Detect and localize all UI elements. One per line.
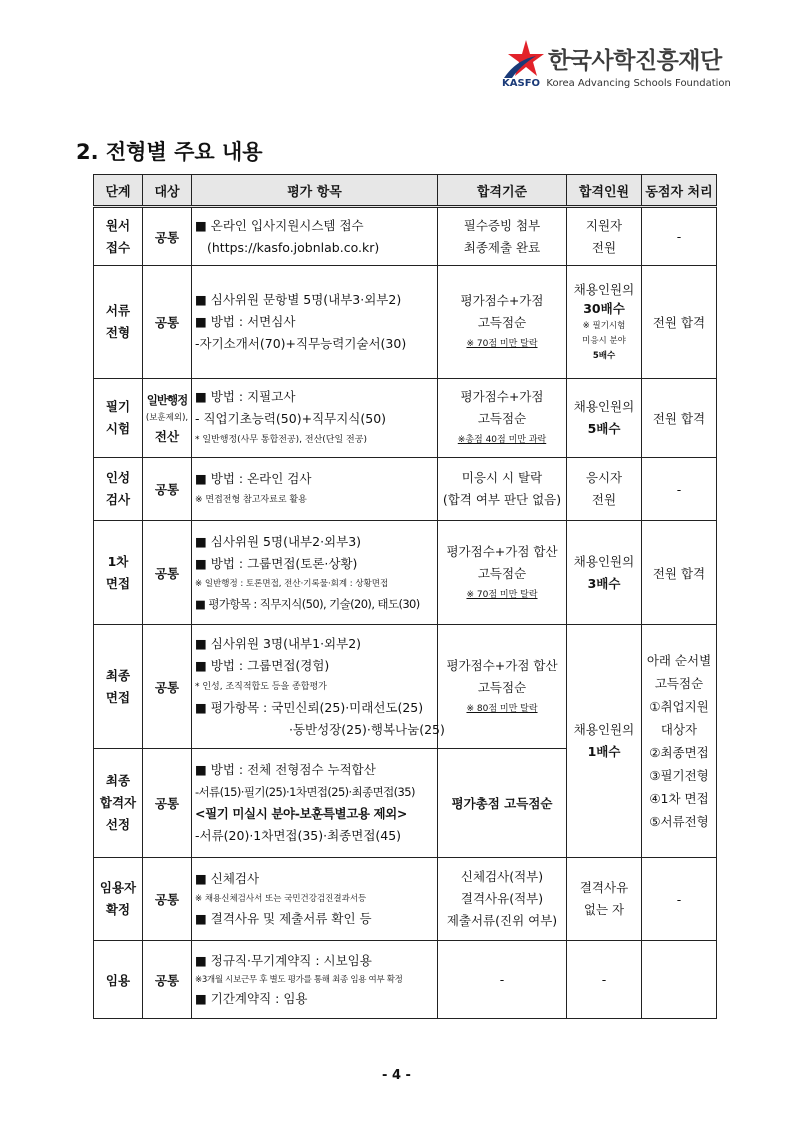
target-line: 전산: [154, 428, 180, 444]
items-cell: [192, 266, 438, 379]
stage-text: 1차: [107, 553, 129, 569]
item-line: ■ 심사위원 문항별 5명(내부3·외부2): [195, 292, 402, 307]
table-row: [94, 521, 717, 625]
item-line: ■ 평가항목 : 국민신뢰(25)·미래선도(25): [195, 699, 424, 715]
tie-line: 아래 순서별: [646, 653, 712, 668]
org-name-en-line: [502, 78, 731, 89]
page-number: - 4 -: [382, 1068, 411, 1083]
criteria-note: ※ 70점 미만 탈락: [466, 339, 538, 349]
tie-cell: 전원 합격: [642, 379, 717, 458]
header-stage: 단계: [94, 175, 143, 207]
stage-cell: [94, 521, 143, 625]
item-line: ■ 방법 : 전체 전형점수 누적합산: [195, 762, 376, 777]
item-note: * 인성, 조직적합도 등을 종합평가: [195, 681, 327, 692]
item-line: - 직업기초능력(50)+직무지식(50): [195, 411, 387, 426]
stage-text: 전형: [105, 325, 131, 340]
criteria-line: 결격사유(적부): [460, 891, 544, 906]
target-cell: 공통: [143, 941, 192, 1019]
tie-cell: -: [642, 207, 717, 266]
criteria-cell: [438, 379, 567, 458]
count-cell: [567, 521, 642, 625]
criteria-line: 고득점순: [477, 679, 527, 695]
item-line: <필기 미실시 분야-보훈특별고용 제외>: [195, 806, 407, 821]
stage-text: 최종: [105, 773, 131, 788]
count-cell: [567, 266, 642, 379]
criteria-line: 평가점수+가점: [460, 389, 544, 404]
item-note: ※ 채용신체검사서 또는 국민건강검진결과서등: [195, 894, 367, 904]
item-line: ■ 방법 : 온라인 검사: [195, 471, 312, 486]
criteria-line: (합격 여부 판단 없음): [442, 492, 562, 507]
item-line: ■ 방법 : 지필고사: [195, 389, 296, 404]
criteria-note: ※총점 40점 미만 과락: [457, 435, 547, 445]
criteria-line: 신체검사(적부): [460, 869, 544, 884]
tie-line: 고득점순: [654, 676, 704, 691]
item-note: ※3개월 시보근무 후 별도 평가를 통해 최종 임용 여부 확정: [195, 974, 403, 985]
criteria-cell: 평가총점 고득점순: [438, 749, 567, 858]
stage-cell: 임용: [94, 941, 143, 1019]
org-abbr: KASFO: [502, 78, 541, 89]
stage-cell: [94, 458, 143, 521]
header-count: 합격인원: [567, 175, 642, 207]
target-cell: 공통: [143, 625, 192, 749]
table-header-row: [94, 175, 717, 207]
stage-text: 접수: [105, 239, 131, 255]
item-line: ■ 심사위원 3명(내부1·외부2): [195, 635, 362, 651]
count-line: 응시자: [585, 470, 623, 485]
target-cell: 공통: [143, 858, 192, 941]
section-title: 2. 전형별 주요 내용: [76, 140, 263, 164]
count-note: 5배수: [592, 350, 616, 361]
tie-line: 대상자: [660, 722, 698, 737]
count-line: 1배수: [587, 744, 621, 759]
count-line: 채용인원의: [573, 553, 635, 569]
count-line: 채용인원의: [573, 281, 635, 297]
target-line: (보훈제외),: [145, 412, 189, 423]
item-note: ※ 일반행정 : 토론면접, 전산·기록물·회계 : 상황면접: [195, 578, 389, 589]
item-line: ■ 신체검사: [195, 871, 260, 886]
tie-line: ①취업지원: [649, 699, 709, 714]
target-cell: 공통: [143, 458, 192, 521]
tie-line: ⑤서류전형: [649, 814, 709, 829]
stage-text: 필기: [105, 399, 131, 414]
item-line: -서류(20)·1차면접(35)·최종면접(45): [195, 828, 402, 843]
count-cell: [567, 458, 642, 521]
count-cell: [567, 858, 642, 941]
org-name-en: Korea Advancing Schools Foundation: [546, 78, 731, 89]
items-cell: [192, 749, 438, 858]
stage-text: 합격자: [99, 795, 137, 810]
target-cell: 공통: [143, 266, 192, 379]
header-items: 평가 항목: [192, 175, 438, 207]
tie-cell: [642, 941, 717, 1019]
org-logo: [502, 38, 742, 94]
count-cell: -: [567, 941, 642, 1019]
criteria-cell: [438, 207, 567, 266]
criteria-line: 고득점순: [477, 411, 527, 426]
count-line: 결격사유: [579, 880, 629, 895]
criteria-note: ※ 80점 미만 탈락: [466, 703, 538, 714]
count-cell: [567, 207, 642, 266]
stage-cell: [94, 266, 143, 379]
criteria-line: 고득점순: [477, 315, 527, 330]
criteria-note: ※ 70점 미만 탈락: [466, 589, 538, 600]
count-cell: [567, 379, 642, 458]
item-line: ■ 방법 : 그룹면접(토론·상황): [195, 555, 358, 571]
stage-text: 임용자: [99, 880, 137, 895]
tie-cell: [642, 625, 717, 858]
stage-cell: [94, 749, 143, 858]
target-line: 일반행정: [146, 392, 188, 407]
tie-cell: 전원 합격: [642, 521, 717, 625]
items-cell: [192, 858, 438, 941]
table-row: [94, 266, 717, 379]
item-note: * 일반행정(사무 통합전공), 전산(단일 전공): [195, 435, 367, 445]
count-line: 지원자: [585, 217, 623, 233]
count-line: 없는 자: [583, 902, 625, 917]
stage-text: 선정: [105, 817, 131, 832]
count-cell: [567, 625, 642, 858]
table-row: [94, 458, 717, 521]
item-line: ■ 온라인 입사지원시스템 접수: [195, 217, 364, 233]
tie-cell: -: [642, 458, 717, 521]
item-line: ■ 정규직·무기계약직 : 시보임용: [195, 952, 372, 968]
item-line: -서류(15)·필기(25)·1차면접(25)·최종면접(35): [195, 785, 415, 799]
items-cell: [192, 458, 438, 521]
criteria-cell: [438, 858, 567, 941]
criteria-cell: [438, 521, 567, 625]
item-line: ■ 방법 : 그룹면접(경험): [195, 657, 330, 673]
table-row: [94, 625, 717, 749]
tie-line: ④1차 면접: [649, 791, 709, 806]
header-criteria: 합격기준: [438, 175, 567, 207]
stage-cell: [94, 858, 143, 941]
items-cell: [192, 941, 438, 1019]
target-cell: [143, 379, 192, 458]
stage-text: 면접: [105, 689, 131, 705]
criteria-cell: [438, 625, 567, 749]
item-line: ■ 평가항목 : 직무지식(50), 기술(20), 태도(30): [195, 596, 420, 611]
criteria-cell: [438, 458, 567, 521]
count-note: ※ 필기시험: [582, 320, 626, 331]
selection-process-table: [93, 174, 717, 1019]
stage-text: 면접: [105, 575, 131, 591]
count-line: 전원: [591, 492, 617, 507]
items-cell: [192, 207, 438, 266]
count-line: 채용인원의: [573, 722, 635, 737]
item-line: ■ 결격사유 및 제출서류 확인 등: [195, 911, 372, 926]
item-line: ■ 기간계약직 : 임용: [195, 990, 308, 1006]
items-cell: [192, 521, 438, 625]
target-cell: 공통: [143, 749, 192, 858]
criteria-line: 평가점수+가점 합산: [446, 657, 558, 673]
tie-line: ③필기전형: [649, 768, 709, 783]
stage-text: 서류: [105, 303, 131, 318]
stage-text: 인성: [105, 470, 131, 485]
stage-cell: [94, 379, 143, 458]
count-line: 5배수: [587, 421, 621, 436]
count-line: 3배수: [587, 575, 621, 591]
stage-text: 확정: [105, 902, 131, 917]
header-tie: 동점자 처리: [642, 175, 717, 207]
org-name-kr: 한국사학진흥재단: [548, 48, 722, 74]
item-line: (https://kasfo.jobnlab.co.kr): [207, 239, 380, 255]
criteria-line: 제출서류(진위 여부): [446, 913, 558, 928]
criteria-cell: -: [438, 941, 567, 1019]
tie-cell: -: [642, 858, 717, 941]
items-cell: [192, 379, 438, 458]
tie-cell: 전원 합격: [642, 266, 717, 379]
header-target: 대상: [143, 175, 192, 207]
criteria-line: 평가점수+가점: [460, 293, 544, 308]
stage-text: 최종: [105, 667, 131, 683]
item-line: ■ 심사위원 5명(내부2·외부3): [195, 533, 362, 549]
criteria-line: 고득점순: [477, 565, 527, 581]
item-line: -자기소개서(70)+직무능력기술서(30): [195, 336, 407, 351]
criteria-line: 미응시 시 탈락: [461, 470, 543, 485]
criteria-cell: [438, 266, 567, 379]
table-row: [94, 858, 717, 941]
criteria-line: 평가점수+가점 합산: [446, 543, 558, 559]
stage-cell: [94, 207, 143, 266]
stage-text: 시험: [105, 421, 131, 436]
items-cell: [192, 625, 445, 749]
criteria-line: 필수증빙 첨부: [463, 217, 541, 233]
table-row: [94, 941, 717, 1019]
item-note: ※ 면접전형 참고자료로 활용: [195, 495, 307, 505]
item-line: ·동반성장(25)·행복나눔(25): [289, 721, 445, 737]
star-logo-icon: [502, 38, 546, 80]
target-cell: 공통: [143, 207, 192, 266]
tie-line: ②최종면접: [649, 745, 709, 760]
table-row: [94, 207, 717, 266]
table-row: [94, 379, 717, 458]
count-line: 채용인원의: [573, 399, 635, 414]
stage-text: 원서: [105, 217, 131, 233]
stage-text: 검사: [105, 492, 131, 507]
count-line: 전원: [591, 239, 617, 255]
count-line: 30배수: [583, 300, 625, 316]
item-line: ■ 방법 : 서면심사: [195, 314, 296, 329]
count-note: 미응시 분야: [582, 335, 626, 346]
stage-cell: [94, 625, 143, 749]
criteria-line: 최종제출 완료: [463, 239, 541, 255]
target-cell: 공통: [143, 521, 192, 625]
